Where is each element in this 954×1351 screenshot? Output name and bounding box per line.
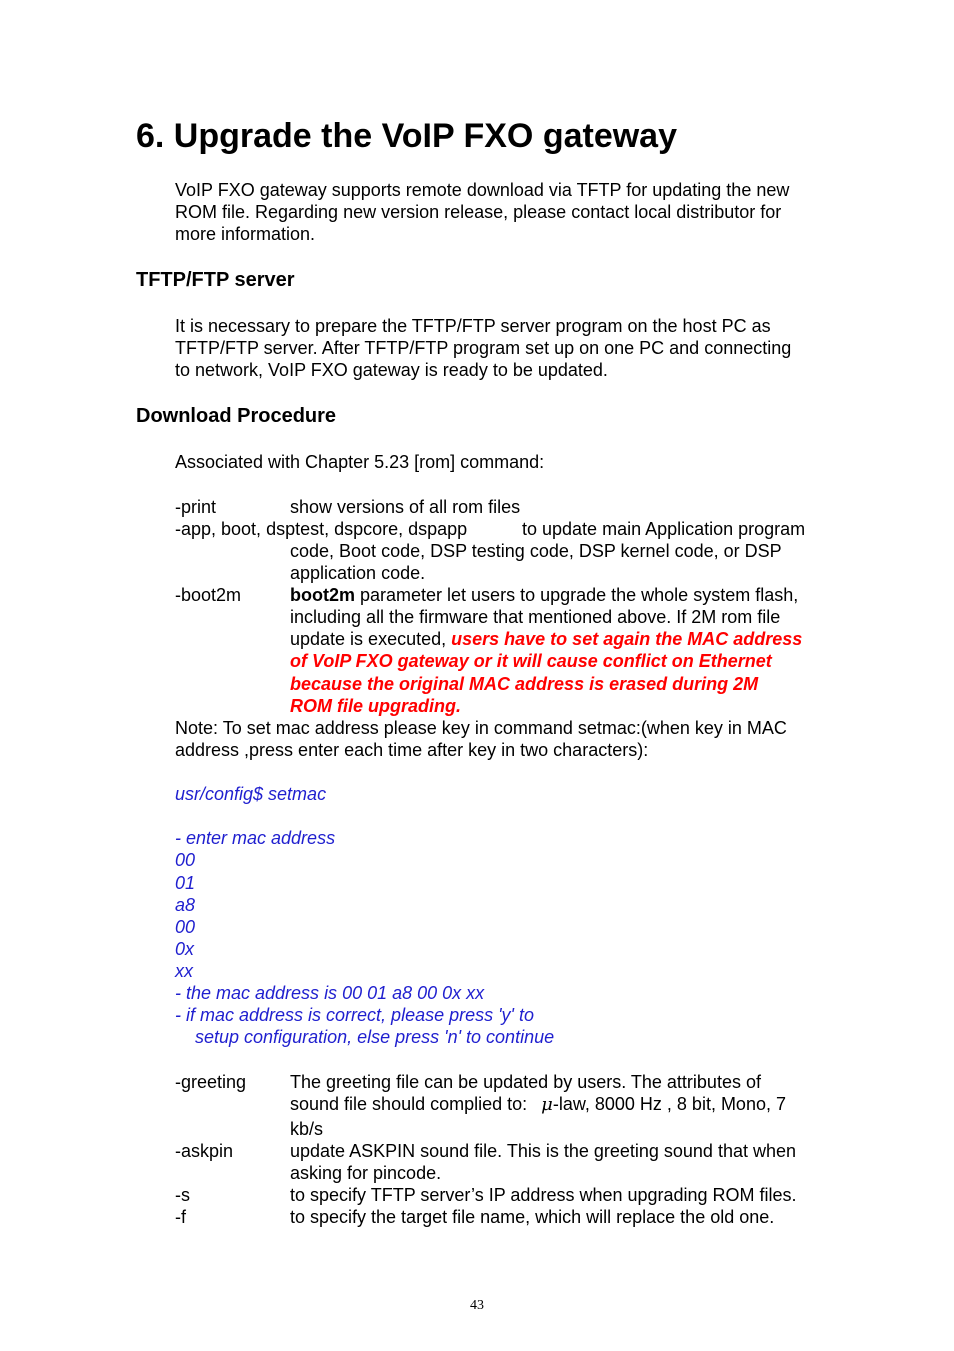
option-print: -print bbox=[175, 497, 217, 517]
mac-warning: users have to set again the MAC address bbox=[451, 629, 803, 649]
boot2m-keyword: boot2m bbox=[290, 585, 355, 605]
page-number: 43 bbox=[470, 1298, 484, 1313]
tftp-line: to network, VoIP FXO gateway is ready to be updated. bbox=[175, 360, 608, 380]
option-f: -f bbox=[175, 1207, 186, 1227]
console-line: 00 bbox=[175, 917, 196, 937]
option-app: -app, boot, dsptest, dspcore, dspapp bbox=[175, 519, 468, 539]
option-askpin-desc: update ASKPIN sound file. This is the greeting sound that when bbox=[290, 1141, 796, 1161]
greeting-attr-text: sound file should complied to: bbox=[290, 1094, 528, 1114]
option-boot2m-desc bbox=[290, 628, 802, 650]
boot2m-text: update is executed, bbox=[290, 629, 452, 649]
intro-line: more information. bbox=[175, 224, 316, 244]
option-greeting-desc bbox=[290, 1093, 786, 1116]
option-print-desc: show versions of all rom files bbox=[290, 497, 521, 517]
console-command: usr/config$ setmac bbox=[175, 784, 327, 804]
console-line: a8 bbox=[175, 895, 196, 915]
option-greeting: -greeting bbox=[175, 1072, 247, 1092]
console-line: 00 bbox=[175, 850, 196, 870]
section-heading-download: Download Procedure bbox=[136, 405, 337, 427]
tftp-line: TFTP/FTP server. After TFTP/FTP program set up on one PC and connecting bbox=[175, 338, 792, 358]
option-askpin: -askpin bbox=[175, 1141, 234, 1161]
console-line: - enter mac address bbox=[175, 828, 336, 848]
greeting-attr-text: -law, 8000 Hz , 8 bit, Mono, 7 bbox=[552, 1094, 786, 1114]
option-askpin-desc: asking for pincode. bbox=[290, 1163, 442, 1183]
option-app-desc: to update main Application program bbox=[522, 519, 806, 539]
mac-warning: of VoIP FXO gateway or it will cause conflict on Ethernet bbox=[290, 651, 772, 671]
option-s-desc: to specify TFTP server’s IP address when upgrading ROM files. bbox=[290, 1185, 797, 1205]
intro-line: VoIP FXO gateway supports remote download via TFTP for updating the new bbox=[175, 180, 790, 200]
mu-symbol: μ bbox=[541, 1094, 553, 1115]
option-greeting-desc: kb/s bbox=[290, 1119, 324, 1139]
console-line: 0x bbox=[175, 939, 195, 959]
console-line: setup configuration, else press 'n' to continue bbox=[195, 1027, 555, 1047]
mac-warning: because the original MAC address is erased during 2M bbox=[290, 674, 759, 694]
option-app-desc: code, Boot code, DSP testing code, DSP kernel code, or DSP bbox=[290, 541, 782, 561]
tftp-line: It is necessary to prepare the TFTP/FTP server program on the host PC as bbox=[175, 316, 771, 336]
note-text: address ,press enter each time after key in two characters): bbox=[175, 740, 649, 760]
note-text: Note: To set mac address please key in command setmac:(when key in MAC bbox=[175, 718, 787, 738]
console-line: xx bbox=[175, 961, 193, 981]
option-boot2m: -boot2m bbox=[175, 585, 242, 605]
console-line: - if mac address is correct, please press 'y' to bbox=[175, 1005, 534, 1025]
option-boot2m-desc: including all the firmware that mentioned above. If 2M rom file bbox=[290, 607, 781, 627]
option-boot2m-desc bbox=[290, 584, 798, 606]
option-f-desc: to specify the target file name, which will replace the old one. bbox=[290, 1207, 775, 1227]
page-title: 6. Upgrade the VoIP FXO gateway bbox=[136, 117, 677, 155]
mac-warning: ROM file upgrading. bbox=[290, 696, 461, 716]
associated-text: Associated with Chapter 5.23 [rom] command: bbox=[175, 452, 545, 472]
console-line: - the mac address is 00 01 a8 00 0x xx bbox=[175, 983, 485, 1003]
option-greeting-desc: The greeting file can be updated by users. The attributes of bbox=[290, 1072, 761, 1092]
option-app-desc: application code. bbox=[290, 563, 426, 583]
boot2m-text: parameter let users to upgrade the whole system flash, bbox=[355, 585, 799, 605]
intro-line: ROM file. Regarding new version release, please contact local distributor for bbox=[175, 202, 782, 222]
console-line: 01 bbox=[175, 873, 196, 893]
section-heading-tftp: TFTP/FTP server bbox=[136, 269, 295, 291]
option-s: -s bbox=[175, 1185, 190, 1205]
